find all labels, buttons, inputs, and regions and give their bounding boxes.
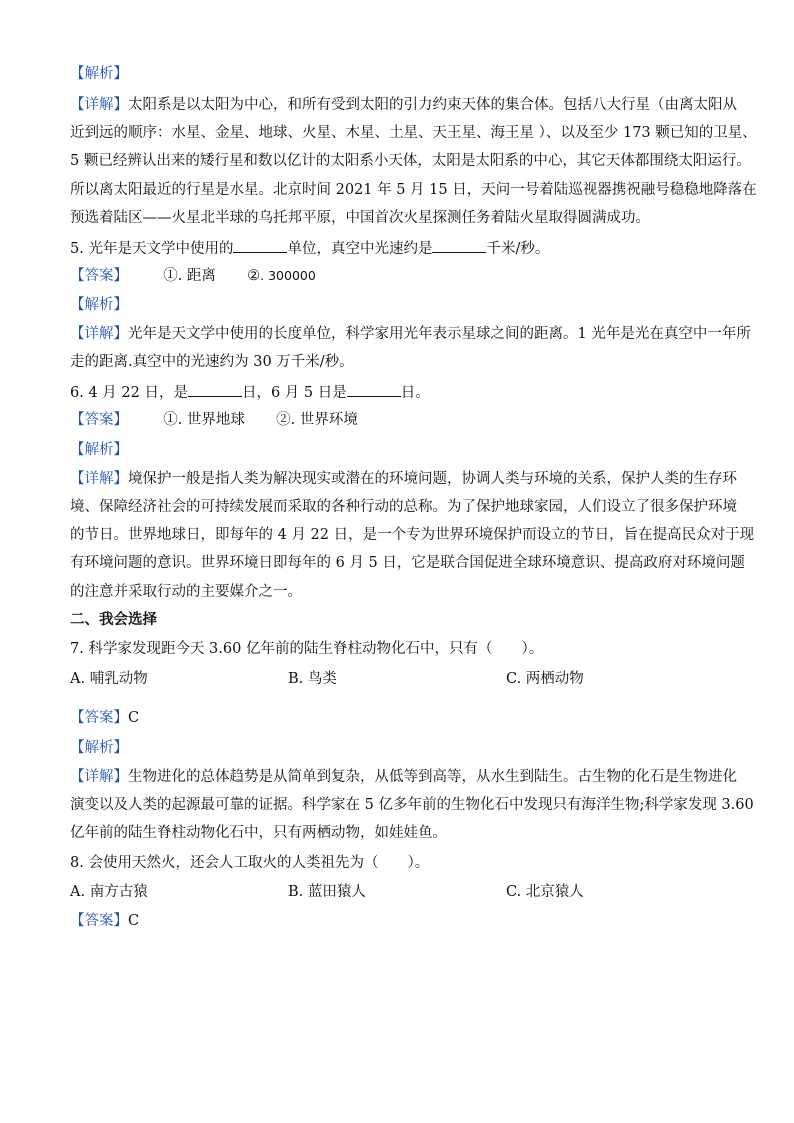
- q8-option-c: C. 北京猿人: [506, 884, 584, 900]
- q7-option-b: B. 鸟类: [288, 671, 337, 687]
- q7-answer: 【答案】C: [70, 710, 140, 726]
- q8-option-b: B. 蓝田猿人: [288, 884, 366, 900]
- q4-detail-line-4: 所以离太阳最近的行星是水星。北京时间 2021 年 5 月 15 日，天问一号着陆巡视器携祝融号稳稳地降落在: [70, 182, 757, 198]
- q6-blank-2: [347, 382, 401, 397]
- q6-detail-line-5: 的注意并采取行动的主要媒介之一。: [70, 584, 302, 600]
- q5-stem: 5. 光年是天文学中使用的 单位，真空中光速约是 千米/秒。: [70, 238, 549, 259]
- section-title: 二、我会选择: [70, 611, 157, 628]
- q5-analysis-label: 【解析】: [70, 297, 128, 313]
- q7-detail-line-2: 演变以及人类的起源最可靠的证据。科学家在 5 亿多年前的生物化石中发现只有海洋生物;科学家发现 3.60: [70, 797, 754, 813]
- q7-detail-line-3: 亿年前的陆生脊柱动物化石中，只有两栖动物，如娃娃鱼。: [70, 825, 447, 841]
- q6-stem: 6. 4 月 22 日，是 日，6 月 5 日是 日。: [70, 382, 430, 403]
- q6-blank-1: [188, 382, 242, 397]
- q6-detail-line-1: 【详解】境保护一般是指人类为解决现实或潜在的环境问题，协调人类与环境的关系，保护人类的生存环: [70, 471, 737, 487]
- q8-stem: 8. 会使用天然火，还会人工取火的人类祖先为（ ）。: [70, 855, 430, 871]
- q5-answer: 【答案】 ①. 距离 ②. 300000: [70, 268, 316, 284]
- q4-detail-line-1: 【详解】太阳系是以太阳为中心，和所有受到太阳的引力约束天体的集合体。包括八大行星（由离太阳从: [70, 97, 737, 113]
- q4-detail-line-2: 近到远的顺序：水星、金星、地球、火星、木星、土星、天王星、海王星 ）、以及至少 173 颗已知的卫星、: [70, 125, 757, 141]
- q6-answer: 【答案】 ①. 世界地球 ②. 世界环境: [70, 412, 358, 428]
- q4-analysis-label: 【解析】: [70, 66, 128, 82]
- q4-detail-line-3: 5 颗已经辨认出来的矮行星和数以亿计的太阳系小天体，太阳是太阳系的中心，其它天体都围绕太阳运行。: [70, 153, 751, 169]
- q6-analysis-label: 【解析】: [70, 442, 128, 458]
- q7-stem: 7. 科学家发现距今天 3.60 亿年前的陆生脊柱动物化石中，只有（ ）。: [70, 641, 544, 657]
- q8-answer: 【答案】C: [70, 913, 140, 929]
- q6-detail-line-4: 有环境问题的意识。世界环境日即每年的 6 月 5 日，它是联合国促进全球环境意识、提高政府对环境问题: [70, 555, 745, 571]
- q8-option-a: A. 南方古猿: [70, 884, 148, 900]
- q6-detail-line-3: 的节日。世界地球日，即每年的 4 月 22 日，是一个专为世界环境保护而设立的节日，旨在提高民众对于现: [70, 527, 755, 543]
- q7-option-c: C. 两栖动物: [506, 671, 584, 687]
- q7-analysis-label: 【解析】: [70, 740, 128, 756]
- q4-detail-line-5: 预选着陆区——火星北半球的乌托邦平原，中国首次火星探测任务着陆火星取得圆满成功。: [70, 210, 650, 226]
- q7-option-a: A. 哺乳动物: [70, 671, 148, 687]
- q5-detail-line-2: 走的距离.真空中的光速约为 30 万千米/秒。: [70, 354, 354, 370]
- q6-detail-line-2: 境、保障经济社会的可持续发展而采取的各种行动的总称。为了保护地球家园，人们设立了很多保护环境: [70, 499, 737, 515]
- q5-detail-line-1: 【详解】光年是天文学中使用的长度单位，科学家用光年表示星球之间的距离。1 光年是光在真空中一年所: [70, 326, 751, 342]
- q5-blank-1: [233, 238, 287, 253]
- q7-detail-line-1: 【详解】生物进化的总体趋势是从简单到复杂，从低等到高等，从水生到陆生。古生物的化石是生物进化: [70, 769, 737, 785]
- q5-blank-2: [432, 238, 486, 253]
